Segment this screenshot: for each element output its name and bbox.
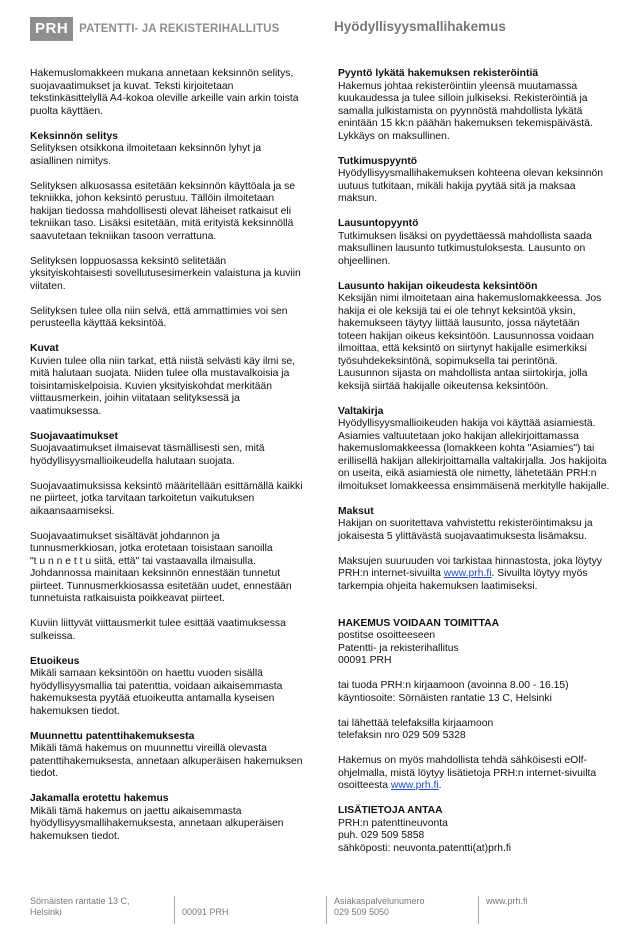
section-title-statement-request: Lausuntopyyntö <box>338 218 419 229</box>
submission-line-5: käyntiosoite: Sörnäisten rantatie 13 C, Helsinki <box>338 692 552 704</box>
electronic-text-end: . <box>438 780 442 791</box>
power-of-attorney-paragraph: Hyödyllisyysmallioikeuden hakija voi käyttää asiamiestä. Asiamies valtuutetaan joko hakijan allekirjoittamassa hakemuslomakkeessa (lomakkeen kohta "Asiamies") tai erillisellä hakijan allekirjoittamalla valtakirjalla. Jos hakijoita on useita, eikä asiamiestä ole nimetty, lähetetään PRH:n ilmoitukset lomakkeessa ensimmäisenä merkitylle hakijalle. <box>338 418 610 492</box>
footer-address-line-1: Sörnäisten rantatie 13 C, <box>30 896 130 906</box>
statement-request-paragraph: Tutkimuksen lisäksi on pyydettäessä mahdollista saada maksullinen lausunto tutkimustuloksesta. Lausunto on ohjeellinen. <box>338 230 592 267</box>
priority-paragraph: Mikäli samaan keksintöön on haettu vuoden sisällä hyödyllisyysmallia tai patenttia, voidaan aikaisemmasta hakemuksesta pyytää etuoikeutta antamalla kyseisen hakemuksen tiedot. <box>30 668 283 717</box>
footer-customer-service <box>334 896 464 924</box>
document-title: Hyödyllisyysmallihakemus <box>334 19 506 34</box>
contact-line-3: sähköposti: neuvonta.patentti(at)prh.fi <box>338 842 512 854</box>
fees-text-end: . Sivuilta löytyy myös tarkempia ohjeita hakemuksen laatimiseksi. <box>338 568 588 592</box>
claims-paragraph-4: Kuviin liittyvät viittausmerkit tulee esittää vaatimuksessa sulkeissa. <box>30 618 286 642</box>
section-title-priority: Etuoikeus <box>30 655 80 667</box>
right-to-invention-paragraph: Keksijän nimi ilmoitetaan aina hakemuslomakkeessa. Jos hakija ei ole keksijä tai ei ole tehnyt keksintöä yksin, hakemukseen täytyy liittää lausunto, jossa näytetään toteen hakijan oikeus keksintöön. Lausunnossa voidaan ilmoittaa, että keksintö on siirtynyt hakijalle esimerkiksi työsuhdekeksintönä, sopimuksella tai perintönä. Lausunnon sijasta on mahdollista antaa siirtokirja, jolla keksijä siirtää hakijalle oikeutensa keksintöön. <box>338 293 602 392</box>
left-column <box>30 68 304 856</box>
submission-visit-address <box>338 680 610 705</box>
submission-line-3: 00091 PRH <box>338 655 392 666</box>
submission-line-1: postitse osoitteeseen <box>338 630 436 641</box>
section-title-description: Keksinnön selitys <box>30 130 118 142</box>
search-request-paragraph: Hyödyllisyysmallihakemuksen kohteena olevan keksinnön uutuus tutkitaan, mikäli hakija pyytää sitä ja maksaa maksun. <box>338 168 604 204</box>
contact-line-2: puh. 029 509 5858 <box>338 830 425 841</box>
logo-abbreviation: PRH <box>30 17 73 41</box>
footer-website-url: www.prh.fi <box>486 896 528 906</box>
claims-paragraph-3 <box>30 531 304 606</box>
description-paragraph-1: Selityksen otsikkona ilmoitetaan keksinnön lyhyt ja asiallinen nimitys. <box>30 143 262 167</box>
submission-fax <box>338 718 610 743</box>
fees-paragraph-2 <box>338 556 610 594</box>
submission-line-2: Patentti- ja rekisterihallitus <box>338 642 459 654</box>
right-column <box>338 68 610 868</box>
footer-website <box>486 896 586 924</box>
description-paragraph-2: Selityksen alkuosassa esitetään keksinnön käyttöala ja se tekniikka, johon keksintö perustuu. Tällöin ilmoitetaan hakijan tiedossa mahdollisesti olevat läheiset ratkaisut eli tekniikan taso. Lisäksi esitetään, mitä erityistä keksinnöllä saavutetaan tekniikan tasoon verrattuna. <box>30 180 296 242</box>
converted-paragraph: Mikäli tämä hakemus on muunnettu vireillä olevasta patenttihakemuksesta, annetaan alkuperäisen hakemuksen tiedot. <box>30 743 303 779</box>
submission-postal-address <box>338 630 610 668</box>
footer-address <box>30 896 170 924</box>
footer-divider <box>326 896 327 924</box>
footer-postal <box>182 896 312 935</box>
submission-line-6: tai lähettää telefaksilla kirjaamoon <box>338 717 494 729</box>
more-info-contact <box>338 818 610 856</box>
footer-divider <box>174 896 175 924</box>
claims-paragraph-1: Suojavaatimukset ilmaisevat täsmällisesti sen, mitä hyödyllisyysmallioikeudella halutaan suojata. <box>30 443 265 467</box>
footer-address-line-2: Helsinki <box>30 907 62 917</box>
claims-paragraph-2: Suojavaatimuksissa keksintö määritellään esittämällä kaikki ne piirteet, jotka tarvitaan tarkoitetun vaikutuksen aikaansaamiseksi. <box>30 480 303 517</box>
claims-paragraph-3-start: Suojavaatimukset sisältävät johdannon ja tunnusmerkkiosan, jotka erotetaan toisistaan sanoilla <box>30 530 273 554</box>
footer-postal-code: 00091 PRH <box>182 907 229 917</box>
section-title-fees: Maksut <box>338 505 374 517</box>
section-title-converted: Muunnettu patenttihakemuksesta <box>30 730 195 742</box>
submission-electronic <box>338 755 610 793</box>
footer-divider <box>478 896 479 924</box>
prh-website-link[interactable]: www.prh.fi <box>443 568 492 579</box>
logo-organization-name: PATENTTI- JA REKISTERIHALLITUS <box>79 23 280 35</box>
prh-logo <box>30 16 279 42</box>
footer-service-number: 029 509 5050 <box>334 907 390 917</box>
postpone-paragraph: Hakemus johtaa rekisteröintiin yleensä muutamassa kuukaudessa ja tulee silloin julkiseksi. Rekisteröintiä ja samalla julkistamista on pyynnöstä mahdollista lykätä enintään 15 kk:n päähän hakemuksen tekemispäivästä. Lykkäys on maksullinen. <box>338 80 593 142</box>
description-paragraph-4: Selityksen tulee olla niin selvä, että ammattimies voi sen perusteella käyttää keksintöä. <box>30 305 288 329</box>
submission-line-4: tai tuoda PRH:n kirjaamoon (avoinna 8.00 - 16.15) <box>338 680 569 691</box>
fees-text-start: Maksujen suuruuden voi tarkistaa hinnastosta, joka löytyy PRH:n internet-sivuilta <box>338 555 602 579</box>
description-paragraph-3: Selityksen loppuosassa keksintö selitetään yksityiskohtaisesti sovellutusesimerkein valaistuna ja kuviin viitaten. <box>30 255 301 292</box>
intro-paragraph: Hakemuslomakkeen mukana annetaan keksinnön selitys, suojavaatimukset ja kuvat. Teksti kirjoitetaan tekstinkäsittelyllä A4-kokoa oleville arkeille vain arkin toista puolta käyttäen. <box>30 68 299 117</box>
section-title-claims: Suojavaatimukset <box>30 430 118 442</box>
section-title-more-info: LISÄTIETOJA ANTAA <box>338 805 443 816</box>
divided-paragraph: Mikäli tämä hakemus on jaettu aikaisemmasta hyödyllisyysmallihakemuksesta, annetaan alkuperäisen hakemuksen tiedot. <box>30 805 284 842</box>
section-title-postpone-registration: Pyyntö lykätä hakemuksen rekisteröintiä <box>338 68 539 79</box>
section-title-power-of-attorney: Valtakirja <box>338 405 384 417</box>
contact-line-1: PRH:n patenttineuvonta <box>338 817 448 829</box>
page-footer <box>0 896 637 926</box>
section-title-drawings: Kuvat <box>30 343 59 354</box>
drawings-paragraph: Kuvien tulee olla niin tarkat, että niistä selvästi käy ilmi se, mitä halutaan suojata. Niiden tulee olla mustavalkoisia ja toisintamiskelpoisia. Kuvien yksityiskohdat merkitään viittausmerkein, joihin viitataan selityksessä ja vaatimuksessa. <box>30 355 296 417</box>
section-title-divided: Jakamalla erotettu hakemus <box>30 793 169 804</box>
section-title-right-to-invention: Lausunto hakijan oikeudesta keksintöön <box>338 280 538 292</box>
claims-paragraph-3-end: "t u n n e t t u siitä, että" tai vastaavalla ilmaisulla. Johdannossa mainitaan keksinnön ennestään tunnetut piirteet. Tunnusmerkkiosassa esitetään uudet, ennestään tunnetuista ratkaisuista poikkeavat piirteet. <box>30 555 292 604</box>
footer-service-label: Asiakaspalvelunumero <box>334 896 425 906</box>
fees-paragraph-1: Hakijan on suoritettava vahvistettu rekisteröintimaksu ja jokaisesta 5 ylittävästä suojavaatimuksesta lisämaksu. <box>338 518 593 542</box>
submission-line-7: telefaksin nro 029 509 5328 <box>338 730 466 741</box>
section-title-search-request: Tutkimuspyyntö <box>338 155 418 167</box>
section-title-submission: HAKEMUS VOIDAAN TOIMITTAA <box>338 617 500 629</box>
prh-website-link-2[interactable]: www.prh.fi <box>390 780 439 791</box>
electronic-text-start: Hakemus on myös mahdollista tehdä sähköisesti eOlf-ohjelmalla, mistä löytyy lisätietoja PRH:n internet-sivuilta osoitteesta <box>338 755 597 791</box>
